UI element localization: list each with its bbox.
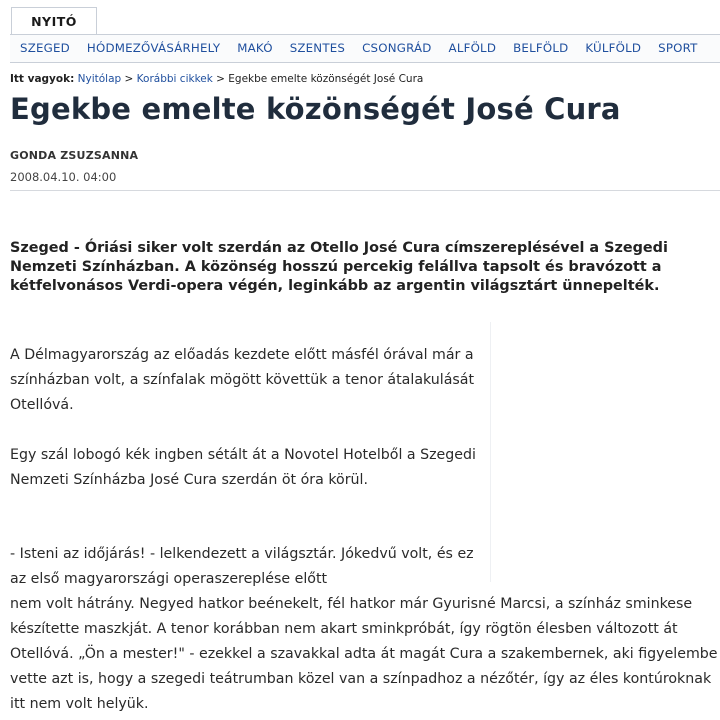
breadcrumb (10, 73, 423, 85)
nav-item-alfold[interactable]: ALFÖLD (448, 41, 497, 55)
article-lead: Szeged - Óriási siker volt szerdán az Otello José Cura címszereplésével a Szegedi Nemzeti Színházban. A közönség hosszú percekig felállva tapsolt és bravózott a kétfelvonásos Verdi-opera végén, leginkább az argentin világsztárt ünnepelték. (10, 240, 668, 294)
nav-item-hodmezovasarhely[interactable]: HÓDMEZŐVÁSÁRHELY (86, 41, 221, 55)
header-divider (10, 190, 720, 191)
breadcrumb-current: Egekbe emelte közönségét José Cura (228, 73, 424, 85)
nav-item-szeged[interactable]: SZEGED (20, 41, 70, 55)
nav-item-sport[interactable]: SPORT (658, 41, 698, 55)
tab-bar (0, 0, 720, 36)
breadcrumb-home-link[interactable]: Nyitólap (77, 73, 122, 85)
article-title: Egekbe emelte közönségét José Cura (10, 92, 621, 126)
article-author: GONDA ZSUZSANNA (10, 149, 139, 162)
article-paragraph-continuation: nem volt hátrány. Negyed hatkor beénekelt, fél hatkor már Gyurisné Marcsi, a színház sminkese készítette maszkját. A tenor korábban nem akart sminkpróbát, így rögtön élesben változott át Otellóvá. „Ön a mester!" - ezekkel a szavakkal adta át magát Cura a szakembernek, aki figyelembe vette azt is, hogy a szegedi teátrumban közel van a színpadhoz a nézőtér, így az éles kontúroknak itt nem volt helyük. (10, 596, 718, 712)
article-paragraph-start: - Isteni az időjárás! - lelkendezett a világsztár. Jókedvű volt, és ez az első magyarországi operaszereplése előtt (10, 546, 474, 587)
nav-item-belfold[interactable]: BELFÖLD (513, 41, 569, 55)
article-paragraph: Egy szál lobogó kék ingben sétált át a Novotel Hotelből a Szegedi Nemzeti Színházba José Cura szerdán öt óra körül. (10, 447, 476, 488)
nav-item-mako[interactable]: MAKÓ (237, 41, 273, 55)
article-paragraph (10, 542, 720, 717)
breadcrumb-separator: > (212, 73, 229, 85)
article-date: 2008.04.10. 04:00 (10, 170, 117, 184)
nav-item-kulfold[interactable]: KÜLFÖLD (585, 41, 642, 55)
breadcrumb-archive-link[interactable]: Korábbi cikkek (136, 73, 213, 85)
section-nav (10, 34, 720, 63)
tab-nyito[interactable]: NYITÓ (11, 7, 97, 36)
breadcrumb-prefix: Itt vagyok: (10, 73, 75, 85)
article-paragraph: A Délmagyarország az előadás kezdete előtt másfél órával már a színházban volt, a színfalak mögött követtük a tenor átalakulását Otellóvá. (10, 347, 475, 413)
breadcrumb-separator: > (121, 73, 137, 85)
nav-item-szentes[interactable]: SZENTES (289, 41, 346, 55)
nav-item-csongrad[interactable]: CSONGRÁD (362, 41, 432, 55)
